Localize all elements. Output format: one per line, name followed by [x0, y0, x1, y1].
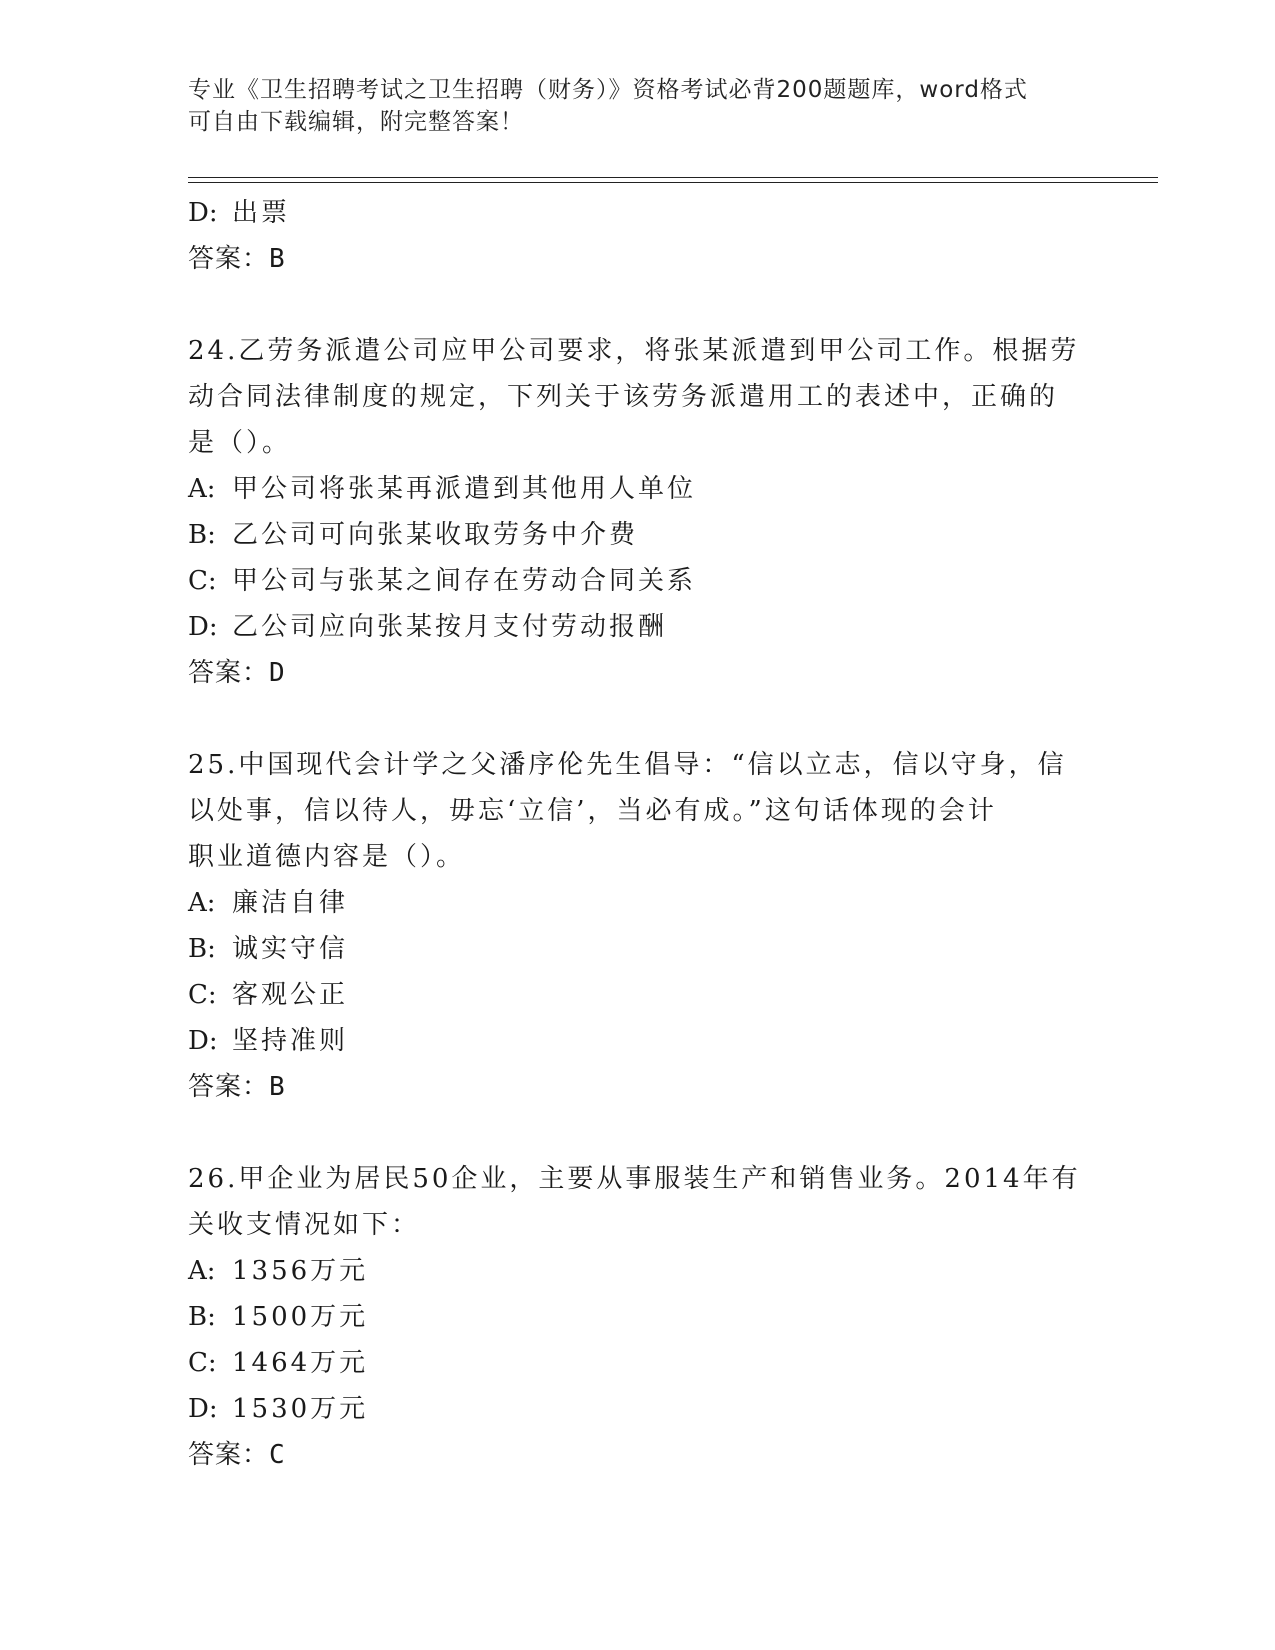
question-25 [188, 742, 1088, 1110]
header-line-1: 专业《卫生招聘考试之卫生招聘（财务）》资格考试必背200题题库，word格式 [188, 77, 1028, 103]
option-key: C: [188, 980, 217, 1010]
option-b [188, 1294, 1088, 1340]
option-text: 1530万元 [232, 1394, 369, 1424]
question-26 [188, 1156, 1088, 1478]
question-text-line: 是（）。 [188, 428, 292, 458]
header-rule-bottom [188, 182, 1158, 183]
option-a [188, 466, 1088, 512]
spacer [188, 696, 1088, 742]
option-a [188, 1248, 1088, 1294]
question-text-line: 25.中国现代会计学之父潘序伦先生倡导：“信以立志，信以守身，信 [188, 750, 1067, 780]
option-key: C: [188, 1348, 217, 1378]
option-c [188, 558, 1088, 604]
document-body [188, 190, 1088, 1478]
option-text: 廉洁自律 [232, 888, 349, 918]
option-key: C: [188, 566, 217, 596]
option-d [188, 604, 1088, 650]
option-text: 诚实守信 [232, 934, 349, 964]
option-key: A: [188, 888, 216, 918]
question-text-line: 24.乙劳务派遣公司应甲公司要求，将张某派遣到甲公司工作。根据劳 [188, 336, 1080, 366]
answer [188, 1064, 1088, 1110]
question-text-line: 26.甲企业为居民50企业，主要从事服装生产和销售业务。2014年有 [188, 1164, 1081, 1194]
prev-option-d [188, 190, 1088, 236]
answer-label: 答案： [188, 658, 270, 688]
option-key: B: [188, 1302, 216, 1332]
question-text-line: 动合同法律制度的规定，下列关于该劳务派遣用工的表述中，正确的 [188, 382, 1059, 412]
option-text: 甲公司将张某再派遣到其他用人单位 [232, 474, 697, 504]
answer-value: C [269, 1440, 286, 1470]
header-line-2: 可自由下载编辑，附完整答案！ [188, 109, 524, 135]
question-text-line: 关收支情况如下： [188, 1210, 421, 1240]
answer-value: B [269, 244, 286, 274]
question-24 [188, 328, 1088, 696]
option-b [188, 926, 1088, 972]
option-text: 坚持准则 [232, 1026, 349, 1056]
option-text: 1464万元 [232, 1348, 369, 1378]
option-b [188, 512, 1088, 558]
option-key: D: [188, 198, 218, 228]
question-text-line: 职业道德内容是（）。 [188, 842, 466, 872]
option-text: 1500万元 [232, 1302, 369, 1332]
answer [188, 650, 1088, 696]
answer-value: B [269, 1072, 286, 1102]
spacer [188, 282, 1088, 328]
answer-label: 答案： [188, 1440, 270, 1470]
option-key: A: [188, 1256, 216, 1286]
option-c [188, 972, 1088, 1018]
option-key: D: [188, 1394, 218, 1424]
option-key: D: [188, 612, 218, 642]
option-text: 乙公司应向张某按月支付劳动报酬 [232, 612, 668, 642]
option-d [188, 1386, 1088, 1432]
option-text: 甲公司与张某之间存在劳动合同关系 [232, 566, 697, 596]
spacer [188, 1110, 1088, 1156]
header-rule-top [188, 177, 1158, 178]
answer-value: D [269, 658, 286, 688]
option-text: 客观公正 [232, 980, 349, 1010]
option-key: B: [188, 520, 216, 550]
option-c [188, 1340, 1088, 1386]
option-text: 1356万元 [232, 1256, 369, 1286]
document-header [188, 74, 1068, 138]
prev-answer [188, 236, 1088, 282]
answer-label: 答案： [188, 244, 270, 274]
option-text: 出票 [232, 198, 291, 228]
option-a [188, 880, 1088, 926]
answer [188, 1432, 1088, 1478]
option-key: B: [188, 934, 216, 964]
option-key: A: [188, 474, 216, 504]
option-d [188, 1018, 1088, 1064]
option-text: 乙公司可向张某收取劳务中介费 [232, 520, 639, 550]
option-key: D: [188, 1026, 218, 1056]
answer-label: 答案： [188, 1072, 270, 1102]
question-text-line: 以处事，信以待人，毋忘‘立信’，当必有成。”这句话体现的会计 [188, 796, 997, 826]
